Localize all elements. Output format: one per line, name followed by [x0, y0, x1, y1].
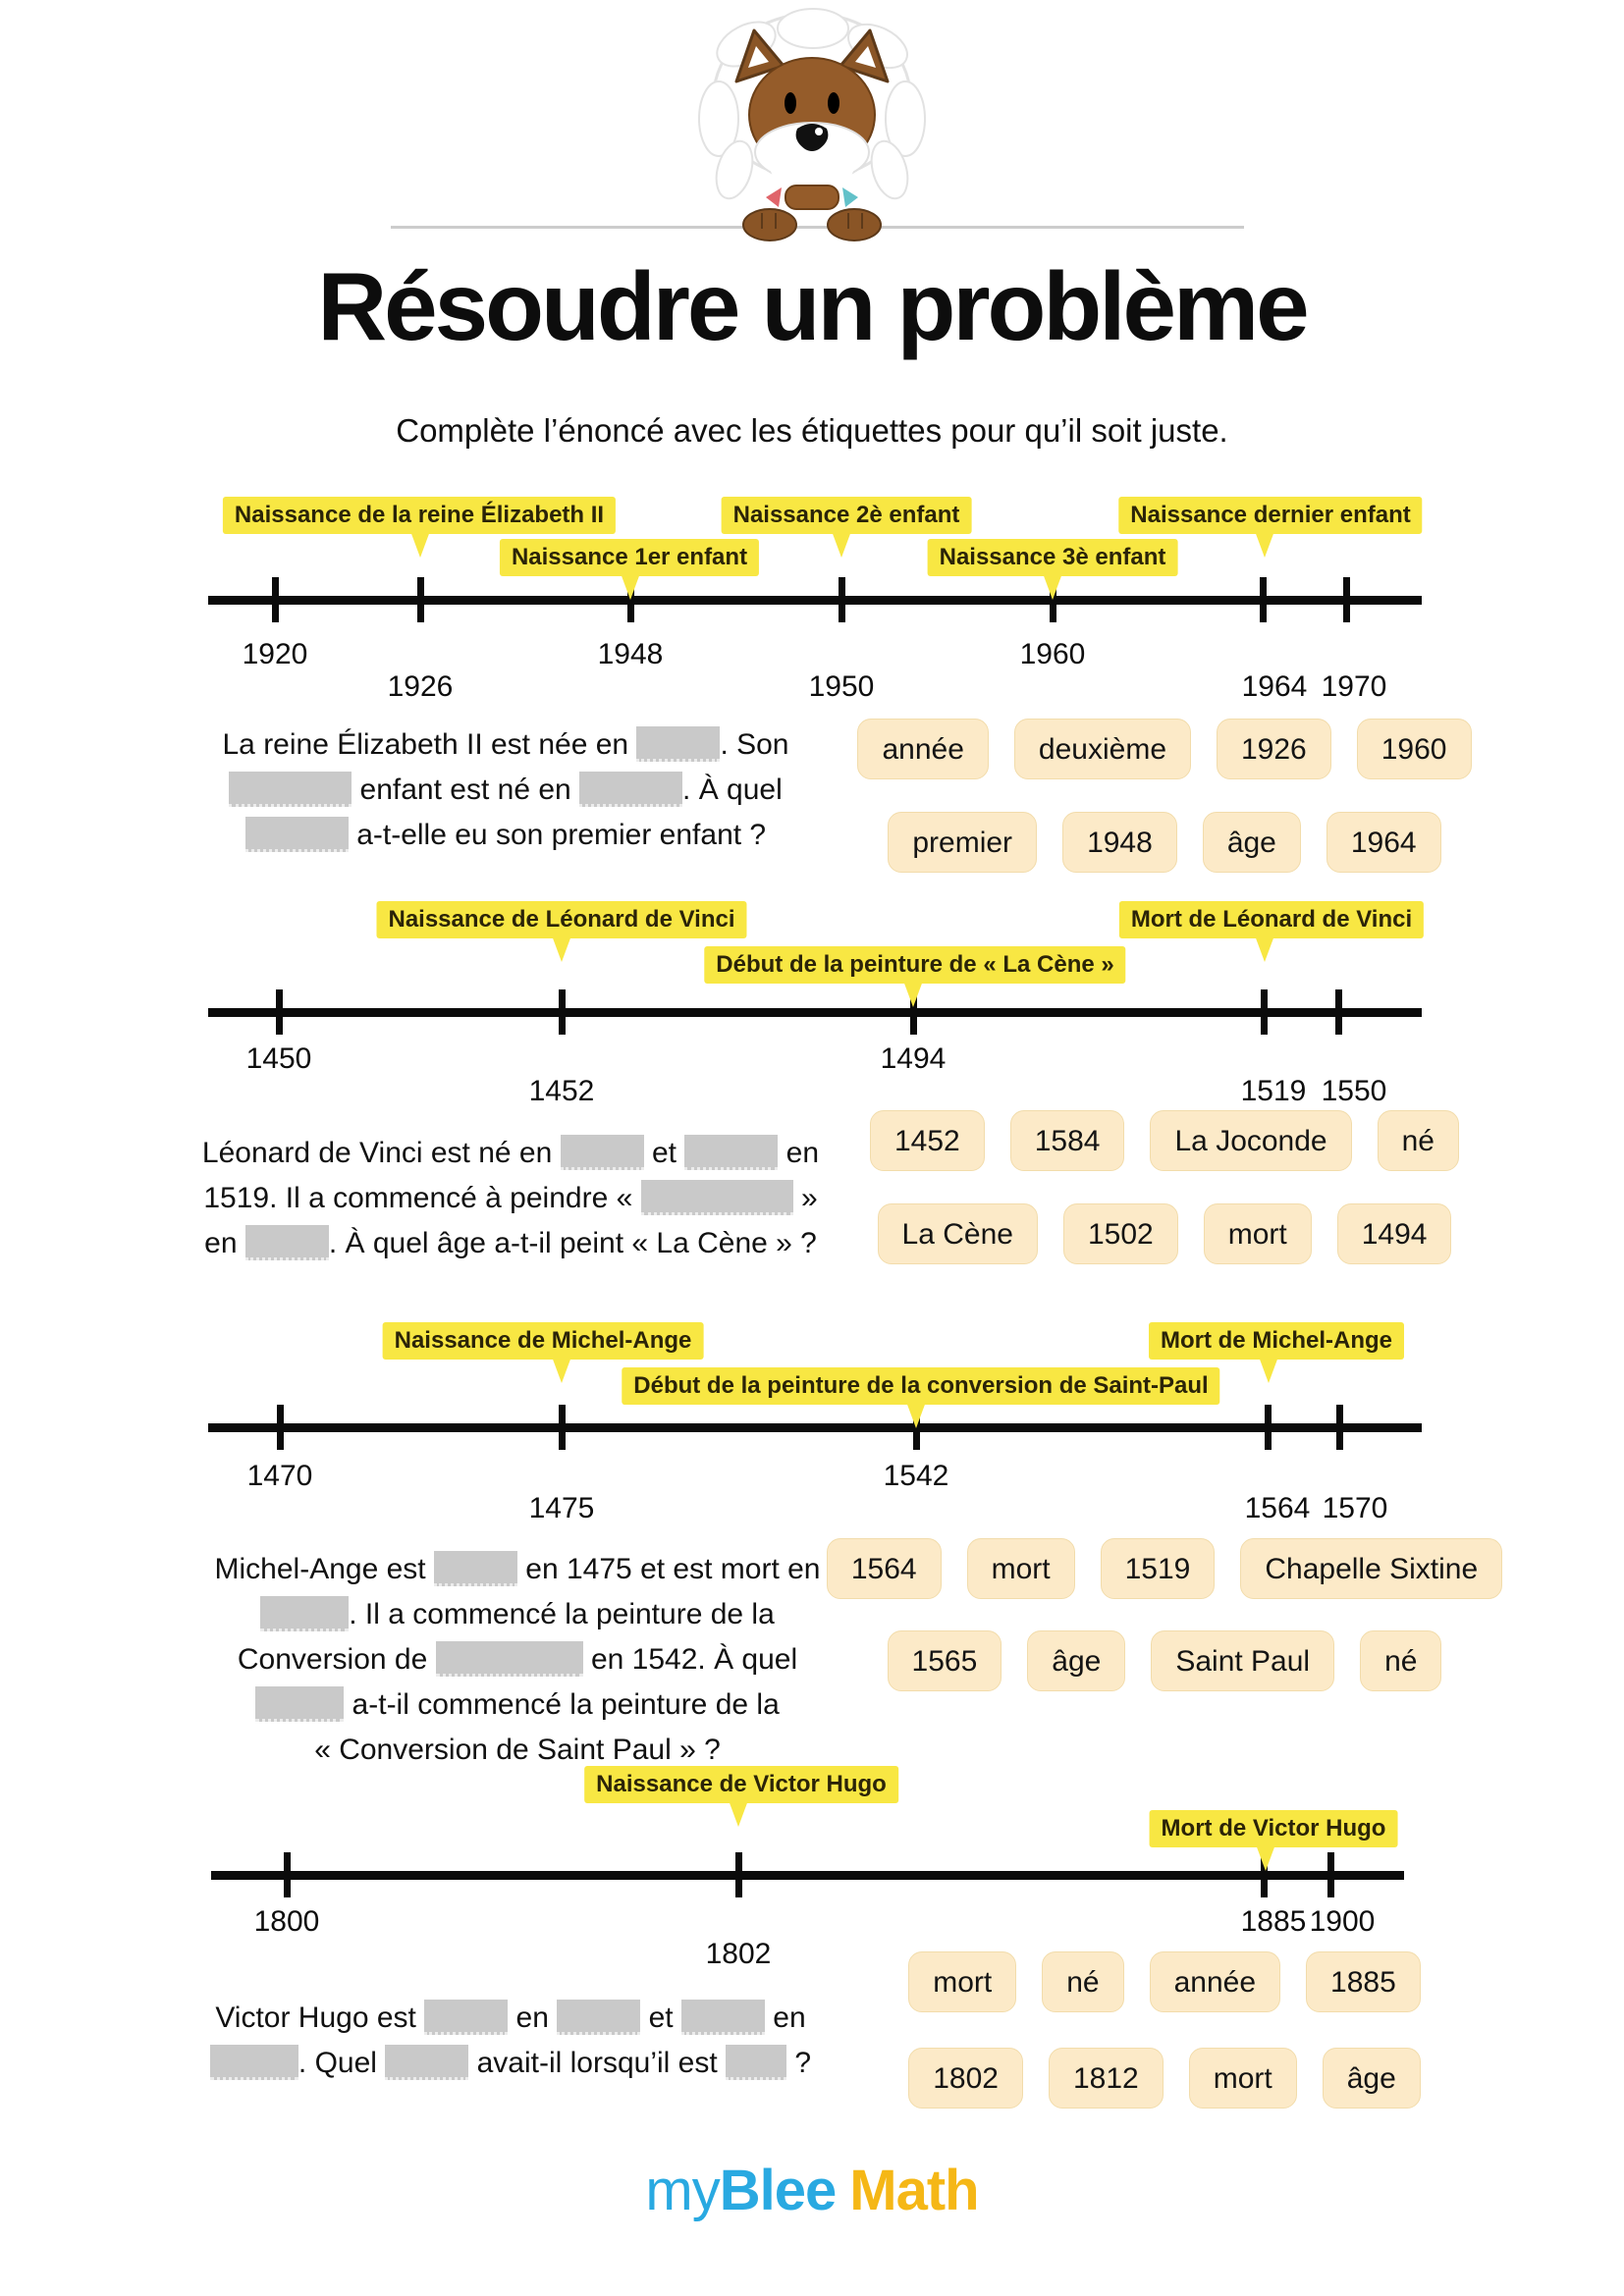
year-label: 1948 [597, 638, 664, 670]
year-label: 1550 [1321, 1075, 1387, 1107]
event-label-pointer [1255, 531, 1274, 558]
answer-tile[interactable]: mort [1189, 2048, 1297, 2109]
timeline-tick [276, 989, 283, 1035]
event-label-michelange: Naissance de Michel-Ange [383, 1322, 704, 1360]
event-label-pointer [1256, 1844, 1275, 1871]
year-label: 1900 [1309, 1905, 1376, 1938]
blank-slot[interactable] [684, 1135, 778, 1170]
problem-text-segment: a-t-elle eu son premier enfant ? [348, 819, 767, 851]
timeline-tick [417, 577, 424, 622]
answer-tile[interactable]: 1964 [1326, 812, 1441, 873]
timeline-tick [277, 1405, 284, 1450]
answer-tile[interactable]: 1802 [908, 2048, 1023, 2109]
answer-tile[interactable]: né [1042, 1951, 1123, 2012]
answer-tile-row [791, 812, 1538, 873]
answer-tile[interactable]: La Joconde [1150, 1110, 1351, 1171]
blank-slot[interactable] [681, 2000, 765, 2035]
problem-text-segment: avait-il lorsqu’il est [468, 2047, 727, 2079]
answer-tile[interactable]: année [1150, 1951, 1280, 2012]
answer-tile-row [791, 2048, 1538, 2109]
answer-tile[interactable]: 1926 [1217, 719, 1331, 779]
problem-text-segment: » [792, 1182, 818, 1214]
year-label: 1519 [1240, 1075, 1307, 1107]
problem-text-elizabeth [191, 722, 820, 858]
timeline-tick [1260, 577, 1267, 622]
page-title: Résoudre un problème [317, 252, 1307, 360]
problem-text-segment: en [508, 2002, 558, 2034]
year-label: 1470 [246, 1460, 313, 1492]
year-label: 1885 [1240, 1905, 1307, 1938]
timeline-tick [1336, 1405, 1343, 1450]
event-label-elizabeth: Naissance 3è enfant [928, 539, 1178, 576]
timeline-tick [1261, 989, 1268, 1035]
mascot-paws [743, 209, 881, 240]
event-label-leonard: Naissance de Léonard de Vinci [376, 901, 746, 938]
answer-tile[interactable]: 1584 [1010, 1110, 1125, 1171]
timeline-tick [839, 577, 845, 622]
problem-text-hugo [167, 1996, 854, 2086]
mascot-muzzle [755, 123, 869, 187]
problem-text-segment: Léonard de Vinci est né en [201, 1137, 561, 1169]
blank-slot[interactable] [260, 1596, 349, 1631]
event-label-leonard: Mort de Léonard de Vinci [1119, 901, 1424, 938]
year-label: 1800 [253, 1905, 320, 1938]
answer-tile-row [791, 719, 1538, 779]
timeline-leonard [208, 1008, 1422, 1017]
myblee-math-logo [0, 2158, 1624, 2223]
blank-slot[interactable] [245, 817, 349, 852]
timeline-michelange [208, 1423, 1422, 1432]
year-label: 1950 [808, 670, 875, 703]
problem-text-line [191, 768, 820, 813]
logo-math: Math [849, 2159, 979, 2222]
answer-tile[interactable]: né [1360, 1630, 1441, 1691]
problem-text-segment: enfant est né en [352, 774, 580, 806]
event-label-pointer [832, 531, 851, 558]
einstein-dog-mascot [650, 2, 974, 249]
event-label-leonard: Début de la peinture de « La Cène » [704, 946, 1125, 984]
blank-slot[interactable] [385, 2045, 468, 2080]
year-label: 1450 [245, 1042, 312, 1075]
timeline-tick [272, 577, 279, 622]
answer-tile-row [791, 1110, 1538, 1171]
blank-slot[interactable] [561, 1135, 644, 1170]
problem-text-leonard [196, 1131, 825, 1266]
answer-tile[interactable]: 1948 [1062, 812, 1177, 873]
answer-tile[interactable]: La Cène [878, 1203, 1038, 1264]
answer-tile-row [791, 1951, 1538, 2012]
year-label: 1570 [1322, 1492, 1388, 1524]
blank-slot[interactable] [636, 726, 720, 762]
problem-text-segment: en 1475 et est mort en [516, 1553, 821, 1585]
problem-text-line [196, 1131, 825, 1176]
problem-text-michelange [193, 1547, 841, 1773]
event-label-elizabeth: Naissance de la reine Élizabeth II [223, 497, 616, 534]
answer-tile[interactable]: né [1378, 1110, 1459, 1171]
year-label: 1960 [1019, 638, 1086, 670]
blank-slot[interactable] [255, 1686, 344, 1722]
blank-slot[interactable] [557, 2000, 640, 2035]
event-label-pointer [906, 1402, 926, 1428]
answer-tile[interactable]: 1565 [888, 1630, 1002, 1691]
year-label: 1542 [883, 1460, 949, 1492]
event-label-hugo: Mort de Victor Hugo [1150, 1810, 1398, 1847]
timeline-tick [559, 989, 566, 1035]
problem-text-segment: Victor Hugo est [215, 2002, 425, 2034]
problem-text-line [191, 813, 820, 858]
blank-slot[interactable] [245, 1225, 329, 1260]
year-label: 1920 [242, 638, 308, 670]
problem-text-segment: . Il a commencé la peinture de la [349, 1598, 775, 1630]
problem-text-line [196, 1176, 825, 1221]
event-label-pointer [1259, 1357, 1278, 1383]
event-label-elizabeth: Naissance 2è enfant [722, 497, 972, 534]
event-label-pointer [552, 1357, 571, 1383]
answer-tile[interactable]: deuxième [1014, 719, 1191, 779]
problem-text-segment: et [643, 1137, 685, 1169]
problem-text-segment: en [778, 1137, 820, 1169]
year-label: 1475 [528, 1492, 595, 1524]
problem-text-segment: Michel-Ange est [214, 1553, 434, 1585]
answer-tile[interactable]: Saint Paul [1151, 1630, 1334, 1691]
problem-text-segment: . Son [720, 728, 789, 761]
blank-slot[interactable] [424, 2000, 508, 2035]
year-label: 1802 [705, 1938, 772, 1970]
timeline-tick [284, 1852, 291, 1897]
answer-tile[interactable]: mort [967, 1538, 1075, 1599]
answer-tile[interactable]: 1494 [1337, 1203, 1452, 1264]
timeline-tick [1343, 577, 1350, 622]
answer-tile-row [791, 1203, 1538, 1264]
event-label-michelange: Début de la peinture de la conversion de Saint-Paul [622, 1367, 1219, 1405]
year-label: 1564 [1244, 1492, 1311, 1524]
timeline-hugo [211, 1871, 1404, 1880]
logo-blee: Blee [719, 2159, 837, 2222]
answer-tile[interactable]: mort [1204, 1203, 1312, 1264]
answer-tile[interactable]: 1885 [1306, 1951, 1421, 2012]
answer-tile[interactable]: âge [1027, 1630, 1125, 1691]
logo-my: my [645, 2159, 720, 2222]
answer-tile[interactable]: 1812 [1049, 2048, 1164, 2109]
event-label-pointer [621, 573, 640, 600]
problem-text-segment: en 1542. À quel [582, 1643, 798, 1676]
blank-slot[interactable] [210, 2045, 298, 2080]
blank-slot[interactable] [641, 1180, 793, 1215]
problem-text-line [193, 1682, 841, 1728]
problem-text-segment: et [640, 2002, 681, 2034]
answer-tile[interactable]: mort [908, 1951, 1016, 2012]
answer-tile[interactable]: 1960 [1357, 719, 1472, 779]
timeline-tick [735, 1852, 742, 1897]
year-label: 1494 [880, 1042, 947, 1075]
blank-slot[interactable] [229, 772, 352, 807]
timeline-tick [559, 1405, 566, 1450]
timeline-elizabeth [208, 596, 1422, 605]
answer-tile[interactable]: Chapelle Sixtine [1240, 1538, 1502, 1599]
problem-text-segment: . À quel [682, 774, 783, 806]
problem-text-line [191, 722, 820, 768]
problem-text-line [193, 1592, 841, 1637]
event-label-pointer [552, 935, 571, 962]
event-label-elizabeth: Naissance dernier enfant [1118, 497, 1422, 534]
answer-tile[interactable]: âge [1203, 812, 1301, 873]
answer-tile[interactable]: année [857, 719, 988, 779]
answer-tile-row [791, 1538, 1538, 1599]
timeline-tick [1327, 1852, 1334, 1897]
timeline-tick [1335, 989, 1342, 1035]
event-label-michelange: Mort de Michel-Ange [1149, 1322, 1404, 1360]
answer-tile[interactable]: âge [1323, 2048, 1421, 2109]
problem-text-segment: a-t-il commencé la peinture de la [344, 1688, 780, 1721]
mascot-chin [785, 186, 839, 209]
problem-text-segment: La reine Élizabeth II est née en [222, 728, 637, 761]
year-label: 1452 [528, 1075, 595, 1107]
event-label-pointer [410, 531, 430, 558]
event-label-hugo: Naissance de Victor Hugo [584, 1766, 898, 1803]
answer-tile[interactable]: 1564 [827, 1538, 942, 1599]
event-label-pointer [1255, 935, 1274, 962]
blank-slot[interactable] [579, 772, 682, 807]
event-label-pointer [903, 981, 923, 1007]
answer-tile[interactable]: 1452 [870, 1110, 985, 1171]
year-label: 1926 [387, 670, 454, 703]
timeline-tick [1265, 1405, 1272, 1450]
event-label-elizabeth: Naissance 1er enfant [500, 539, 759, 576]
problem-text-segment: en [204, 1227, 245, 1259]
blank-slot[interactable] [436, 1641, 583, 1677]
problem-text-line [193, 1637, 841, 1682]
answer-tile[interactable]: 1519 [1101, 1538, 1216, 1599]
instruction-text: Complète l’énoncé avec les étiquettes pour qu’il soit juste. [396, 412, 1228, 449]
problem-text-line [196, 1221, 825, 1266]
problem-text-segment: ? [786, 2047, 812, 2079]
blank-slot[interactable] [726, 2045, 786, 2080]
problem-text-segment: Conversion de [237, 1643, 436, 1676]
blank-slot[interactable] [434, 1551, 517, 1586]
answer-tile[interactable]: 1502 [1063, 1203, 1178, 1264]
problem-text-line [193, 1547, 841, 1592]
event-label-pointer [1043, 573, 1062, 600]
problem-text-segment: en [764, 2002, 806, 2034]
answer-tile[interactable]: premier [888, 812, 1037, 873]
problem-text-line [167, 1996, 854, 2041]
problem-text-segment: « Conversion de Saint Paul » ? [314, 1734, 721, 1766]
answer-tile-row [791, 1630, 1538, 1691]
year-label: 1970 [1321, 670, 1387, 703]
problem-text-segment: . À quel âge a-t-il peint « La Cène » ? [328, 1227, 817, 1259]
event-label-pointer [729, 1800, 748, 1827]
problem-text-segment: . Quel [298, 2047, 386, 2079]
year-label: 1964 [1241, 670, 1308, 703]
problem-text-segment: 1519. Il a commencé à peindre « [203, 1182, 641, 1214]
problem-text-line [167, 2041, 854, 2086]
